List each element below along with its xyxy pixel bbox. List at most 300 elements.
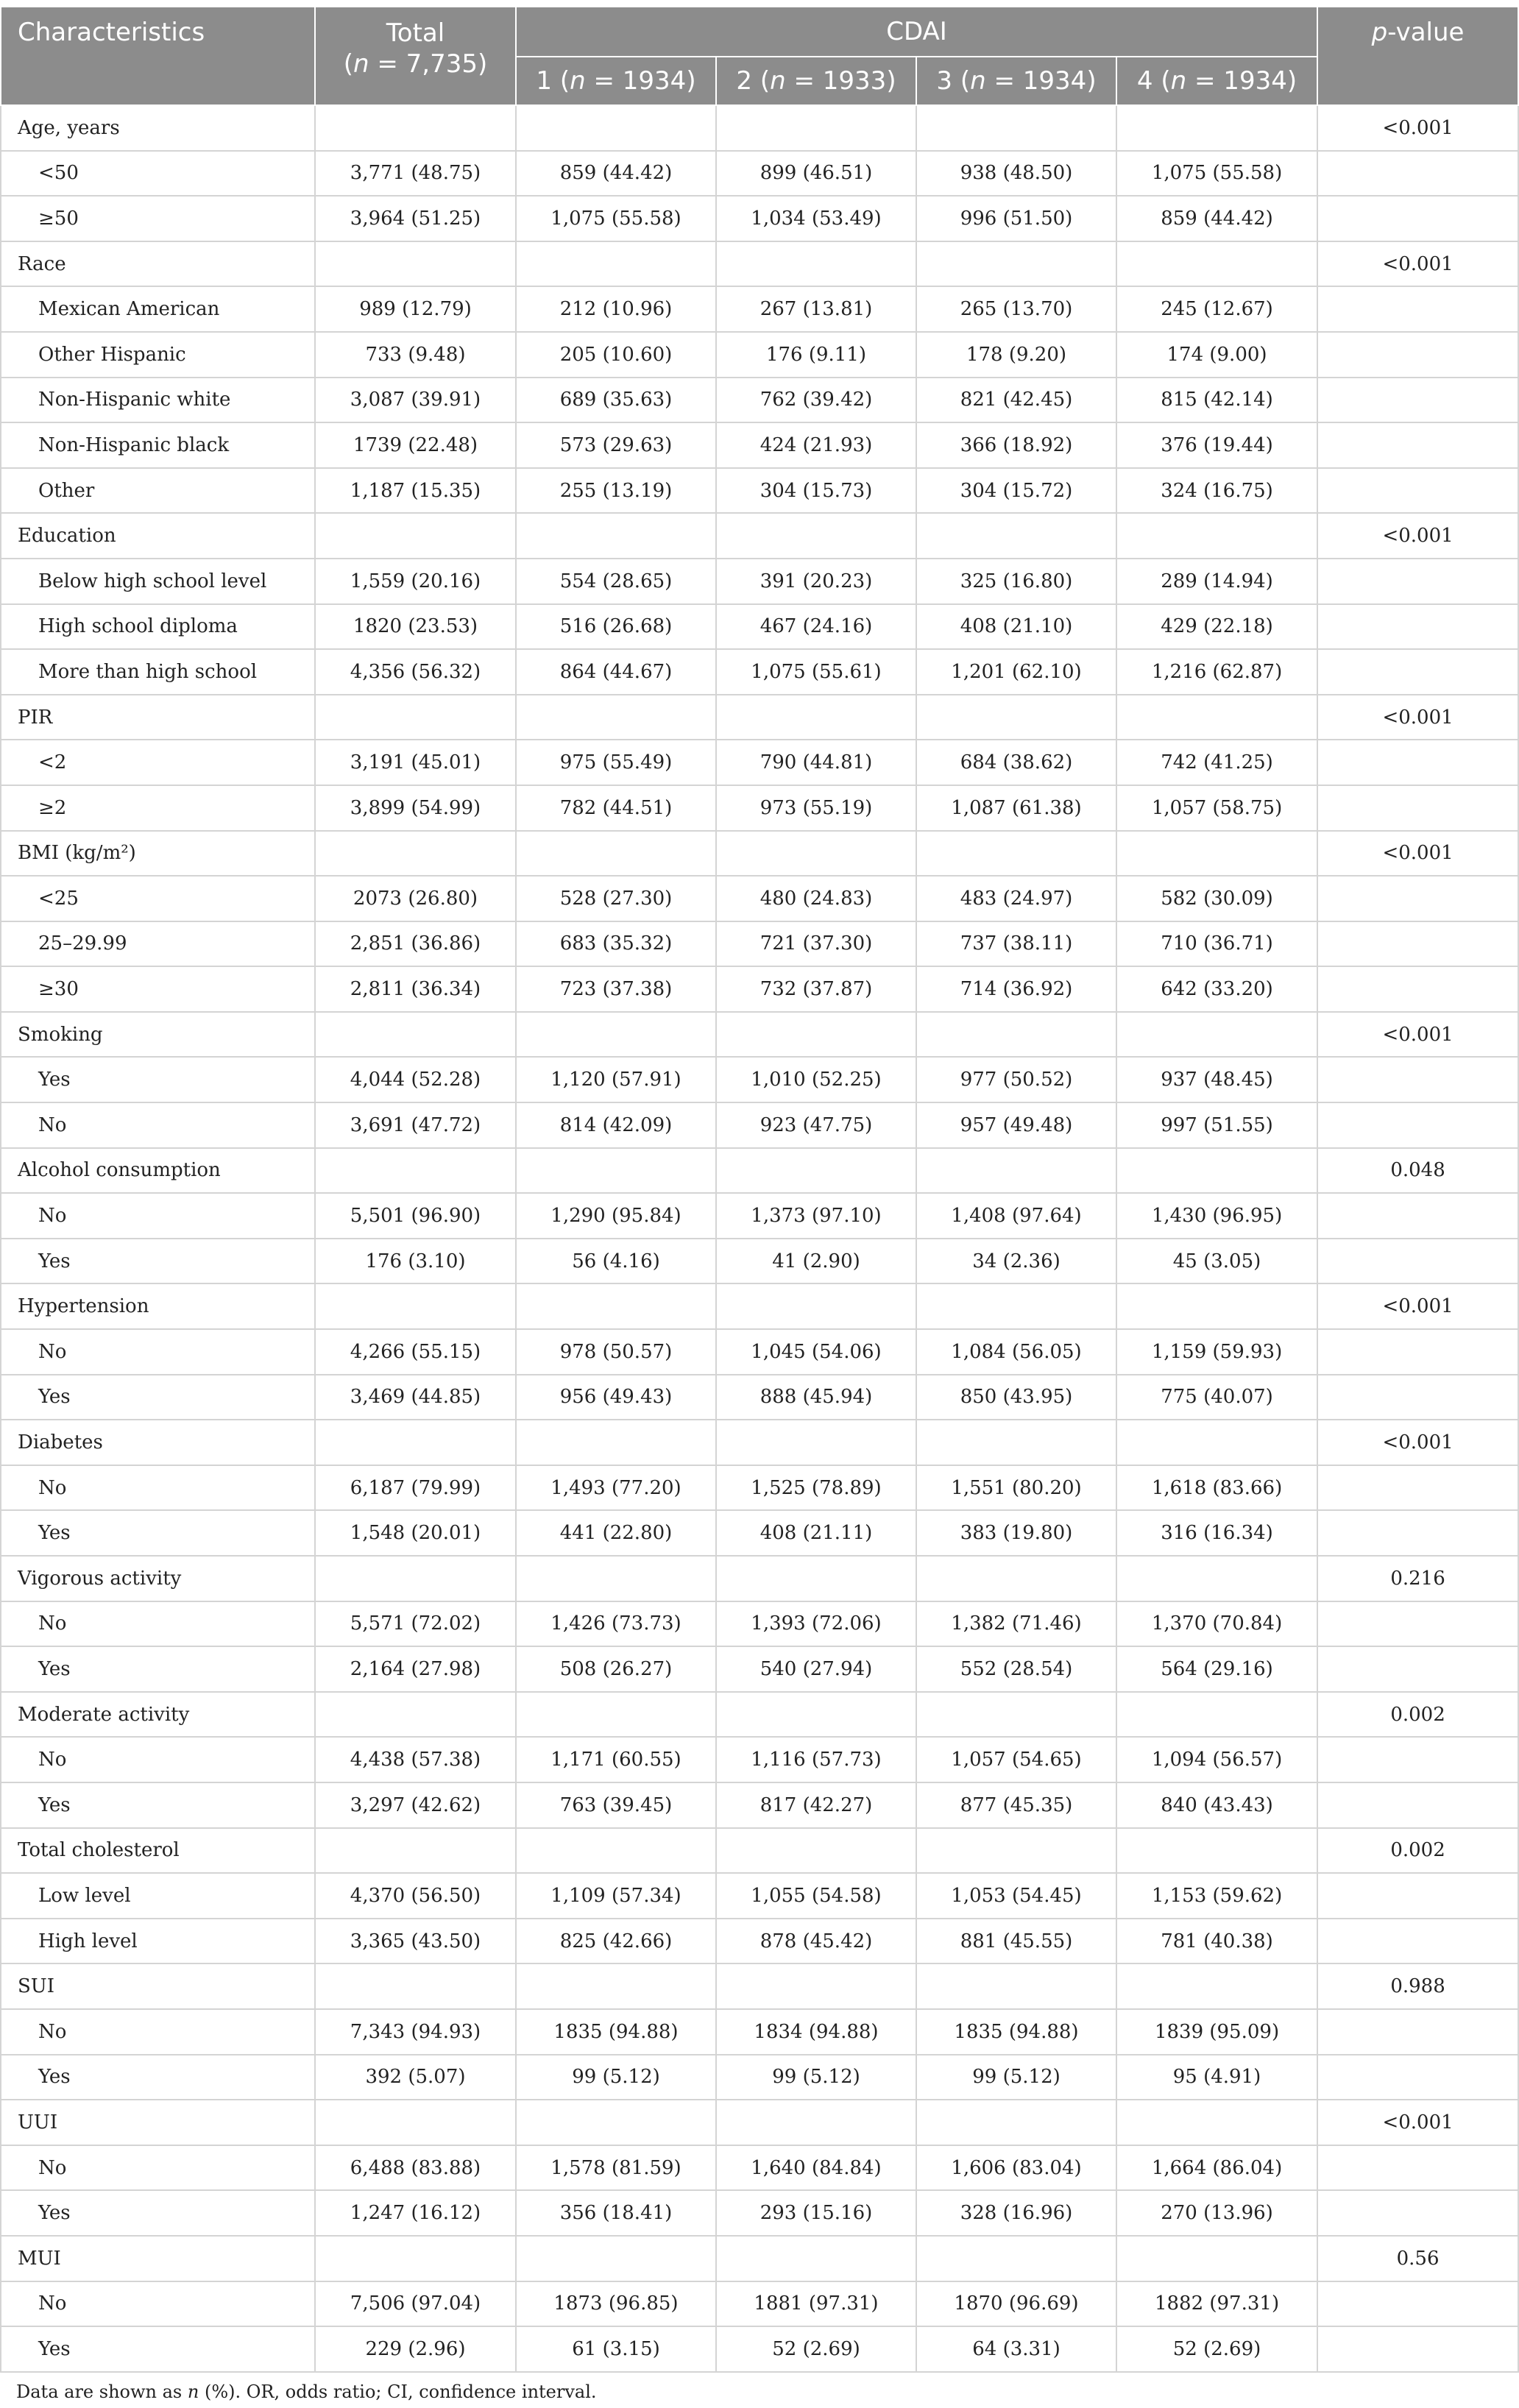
p-value-cell xyxy=(1317,1737,1518,1782)
quartile-2-cell: 790 (44.81) xyxy=(716,740,916,785)
quartile-3-cell xyxy=(916,1283,1116,1329)
table-footnote: Data are shown as n (%). OR, odds ratio; CI, confidence interval. xyxy=(16,2382,597,2402)
total-cell xyxy=(315,1556,516,1601)
total-cell: 3,771 (48.75) xyxy=(315,151,516,196)
quartile-1-cell: 205 (10.60) xyxy=(516,332,716,378)
quartile-3-cell: 1,057 (54.65) xyxy=(916,1737,1116,1782)
quartile-4-cell: 1,430 (96.95) xyxy=(1116,1193,1317,1239)
category-row xyxy=(1,1556,1518,1601)
category-row xyxy=(1,831,1518,877)
total-cell xyxy=(315,1012,516,1058)
category-label: Race xyxy=(1,241,315,287)
category-row xyxy=(1,513,1518,559)
quartile-4-cell: 1,216 (62.87) xyxy=(1116,649,1317,695)
p-value-cell xyxy=(1317,1193,1518,1239)
row-label: Yes xyxy=(1,1375,315,1420)
row-label: No xyxy=(1,1102,315,1148)
total-cell xyxy=(315,1963,516,2009)
total-cell: 1820 (23.53) xyxy=(315,604,516,650)
quartile-2-cell: 1,393 (72.06) xyxy=(716,1601,916,1647)
category-label: Hypertension xyxy=(1,1283,315,1329)
quartile-1-cell: 528 (27.30) xyxy=(516,876,716,921)
quartile-1-cell: 1,426 (73.73) xyxy=(516,1601,716,1647)
quartile-1-cell: 56 (4.16) xyxy=(516,1239,716,1284)
quartile-1-cell xyxy=(516,1148,716,1194)
table-row xyxy=(1,2009,1518,2055)
quartile-3-cell: 1,084 (56.05) xyxy=(916,1329,1116,1375)
quartile-2-cell: 973 (55.19) xyxy=(716,785,916,831)
table-row xyxy=(1,2145,1518,2191)
p-value-cell xyxy=(1317,151,1518,196)
quartile-3-cell: 265 (13.70) xyxy=(916,286,1116,332)
quartile-2-cell xyxy=(716,1556,916,1601)
total-cell: 176 (3.10) xyxy=(315,1239,516,1284)
quartile-2-cell: 480 (24.83) xyxy=(716,876,916,921)
quartile-2-cell: 1881 (97.31) xyxy=(716,2281,916,2327)
p-value-cell: 0.216 xyxy=(1317,1556,1518,1601)
row-label: No xyxy=(1,1737,315,1782)
quartile-1-cell xyxy=(516,1012,716,1058)
quartile-1-cell xyxy=(516,1420,716,1465)
quartile-3-cell: 304 (15.72) xyxy=(916,468,1116,514)
table-row xyxy=(1,1646,1518,1692)
row-label: High level xyxy=(1,1919,315,1964)
quartile-2-cell: 267 (13.81) xyxy=(716,286,916,332)
p-value-cell xyxy=(1317,2055,1518,2100)
category-row xyxy=(1,1963,1518,2009)
category-row xyxy=(1,1148,1518,1194)
quartile-2-cell: 1,045 (54.06) xyxy=(716,1329,916,1375)
quartile-2-cell xyxy=(716,1283,916,1329)
quartile-1-cell xyxy=(516,1963,716,2009)
quartile-4-cell xyxy=(1116,1148,1317,1194)
quartile-3-cell: 821 (42.45) xyxy=(916,378,1116,423)
quartile-3-cell: 325 (16.80) xyxy=(916,559,1116,604)
quartile-1-cell: 859 (44.42) xyxy=(516,151,716,196)
total-cell xyxy=(315,1828,516,1874)
quartile-1-cell: 61 (3.15) xyxy=(516,2326,716,2372)
total-cell: 4,266 (55.15) xyxy=(315,1329,516,1375)
quartile-3-cell: 1870 (96.69) xyxy=(916,2281,1116,2327)
quartile-3-cell: 64 (3.31) xyxy=(916,2326,1116,2372)
quartile-2-cell xyxy=(716,513,916,559)
quartile-1-cell: 978 (50.57) xyxy=(516,1329,716,1375)
total-cell: 2,851 (36.86) xyxy=(315,921,516,967)
table-row xyxy=(1,468,1518,514)
total-cell: 7,343 (94.93) xyxy=(315,2009,516,2055)
category-label: MUI xyxy=(1,2236,315,2281)
p-value-cell xyxy=(1317,2009,1518,2055)
quartile-2-cell: 467 (24.16) xyxy=(716,604,916,650)
quartile-4-cell: 997 (51.55) xyxy=(1116,1102,1317,1148)
p-value-cell xyxy=(1317,1057,1518,1102)
characteristics-header: Characteristics xyxy=(1,7,315,105)
quartile-2-cell xyxy=(716,1692,916,1738)
p-value-cell xyxy=(1317,2326,1518,2372)
total-cell xyxy=(315,695,516,740)
quartile-2-cell: 888 (45.94) xyxy=(716,1375,916,1420)
quartile-1-cell: 99 (5.12) xyxy=(516,2055,716,2100)
quartile-3-cell: 99 (5.12) xyxy=(916,2055,1116,2100)
category-label: Moderate activity xyxy=(1,1692,315,1738)
quartile-3-cell: 977 (50.52) xyxy=(916,1057,1116,1102)
quartile-1-cell: 554 (28.65) xyxy=(516,559,716,604)
quartile-3-cell: 714 (36.92) xyxy=(916,966,1116,1012)
quartile-4-cell xyxy=(1116,1012,1317,1058)
quartile-3-cell: 408 (21.10) xyxy=(916,604,1116,650)
p-value-cell: 0.002 xyxy=(1317,1692,1518,1738)
quartile-4-cell xyxy=(1116,2236,1317,2281)
total-cell: 7,506 (97.04) xyxy=(315,2281,516,2327)
p-value-cell: <0.001 xyxy=(1317,2100,1518,2145)
quartile-1-cell: 356 (18.41) xyxy=(516,2190,716,2236)
row-label: ≥30 xyxy=(1,966,315,1012)
table-row xyxy=(1,1102,1518,1148)
quartile-1-cell xyxy=(516,2236,716,2281)
p-value-cell xyxy=(1317,196,1518,241)
quartile-2-cell: 817 (42.27) xyxy=(716,1782,916,1828)
total-cell xyxy=(315,1283,516,1329)
quartile-4-cell: 1,057 (58.75) xyxy=(1116,785,1317,831)
quartile-4-cell xyxy=(1116,2100,1317,2145)
quartile-1-cell xyxy=(516,2100,716,2145)
quartile-1-header: 1 (n = 1934) xyxy=(516,57,716,105)
table-row xyxy=(1,1873,1518,1919)
quartile-3-cell: 1,201 (62.10) xyxy=(916,649,1116,695)
total-cell: 229 (2.96) xyxy=(315,2326,516,2372)
quartile-4-cell: 1,370 (70.84) xyxy=(1116,1601,1317,1647)
table-row xyxy=(1,332,1518,378)
quartile-4-cell: 582 (30.09) xyxy=(1116,876,1317,921)
quartile-2-cell xyxy=(716,1012,916,1058)
quartile-3-cell: 938 (48.50) xyxy=(916,151,1116,196)
p-value-cell xyxy=(1317,921,1518,967)
quartile-2-cell: 1,010 (52.25) xyxy=(716,1057,916,1102)
table-row xyxy=(1,2055,1518,2100)
quartile-1-cell xyxy=(516,1692,716,1738)
row-label: No xyxy=(1,1465,315,1511)
quartile-1-cell xyxy=(516,1556,716,1601)
p-value-cell: <0.001 xyxy=(1317,105,1518,151)
category-label: Education xyxy=(1,513,315,559)
quartile-4-cell: 775 (40.07) xyxy=(1116,1375,1317,1420)
category-label: Total cholesterol xyxy=(1,1828,315,1874)
row-label: Yes xyxy=(1,2055,315,2100)
table-row xyxy=(1,1919,1518,1964)
category-row xyxy=(1,2236,1518,2281)
total-cell xyxy=(315,1420,516,1465)
quartile-2-cell: 1,525 (78.89) xyxy=(716,1465,916,1511)
p-value-cell: 0.002 xyxy=(1317,1828,1518,1874)
quartile-1-cell: 573 (29.63) xyxy=(516,422,716,468)
category-label: Age, years xyxy=(1,105,315,151)
p-value-cell xyxy=(1317,1510,1518,1556)
quartile-2-cell xyxy=(716,2236,916,2281)
p-value-cell xyxy=(1317,649,1518,695)
table-row xyxy=(1,1329,1518,1375)
p-value-cell xyxy=(1317,740,1518,785)
quartile-2-cell xyxy=(716,1963,916,2009)
row-label: Non-Hispanic black xyxy=(1,422,315,468)
total-cell xyxy=(315,513,516,559)
quartile-1-cell: 255 (13.19) xyxy=(516,468,716,514)
category-label: UUI xyxy=(1,2100,315,2145)
table-row xyxy=(1,422,1518,468)
category-row xyxy=(1,1420,1518,1465)
table-row xyxy=(1,785,1518,831)
quartile-1-cell: 864 (44.67) xyxy=(516,649,716,695)
quartile-3-cell xyxy=(916,695,1116,740)
p-value-cell: <0.001 xyxy=(1317,241,1518,287)
quartile-2-cell xyxy=(716,1148,916,1194)
total-cell: 1739 (22.48) xyxy=(315,422,516,468)
quartile-2-cell: 1,373 (97.10) xyxy=(716,1193,916,1239)
table-row xyxy=(1,1057,1518,1102)
p-value-cell xyxy=(1317,378,1518,423)
quartile-2-cell: 424 (21.93) xyxy=(716,422,916,468)
quartile-4-cell xyxy=(1116,513,1317,559)
total-cell: 5,501 (96.90) xyxy=(315,1193,516,1239)
row-label: No xyxy=(1,2145,315,2191)
total-cell: 1,548 (20.01) xyxy=(315,1510,516,1556)
quartile-2-cell: 923 (47.75) xyxy=(716,1102,916,1148)
quartile-4-cell: 1,094 (56.57) xyxy=(1116,1737,1317,1782)
quartile-1-cell: 689 (35.63) xyxy=(516,378,716,423)
p-value-cell xyxy=(1317,785,1518,831)
row-label: ≥50 xyxy=(1,196,315,241)
total-cell xyxy=(315,831,516,877)
quartile-2-cell: 99 (5.12) xyxy=(716,2055,916,2100)
row-label: No xyxy=(1,1193,315,1239)
quartile-3-cell xyxy=(916,105,1116,151)
row-label: Yes xyxy=(1,1510,315,1556)
total-cell: 4,438 (57.38) xyxy=(315,1737,516,1782)
quartile-4-cell: 1882 (97.31) xyxy=(1116,2281,1317,2327)
p-value-cell: <0.001 xyxy=(1317,1012,1518,1058)
quartile-4-header: 4 (n = 1934) xyxy=(1116,57,1317,105)
row-label: Below high school level xyxy=(1,559,315,604)
quartile-2-cell: 1,034 (53.49) xyxy=(716,196,916,241)
row-label: Other Hispanic xyxy=(1,332,315,378)
quartile-1-cell: 825 (42.66) xyxy=(516,1919,716,1964)
table-row xyxy=(1,378,1518,423)
quartile-3-cell: 737 (38.11) xyxy=(916,921,1116,967)
p-value-cell xyxy=(1317,876,1518,921)
quartile-1-cell: 956 (49.43) xyxy=(516,1375,716,1420)
quartile-4-cell: 174 (9.00) xyxy=(1116,332,1317,378)
category-row xyxy=(1,241,1518,287)
row-label: <50 xyxy=(1,151,315,196)
table-row xyxy=(1,1601,1518,1647)
quartile-2-cell: 408 (21.11) xyxy=(716,1510,916,1556)
quartile-1-cell: 683 (35.32) xyxy=(516,921,716,967)
table-row xyxy=(1,559,1518,604)
quartile-4-cell xyxy=(1116,1556,1317,1601)
quartile-3-cell: 1,382 (71.46) xyxy=(916,1601,1116,1647)
total-cell: 392 (5.07) xyxy=(315,2055,516,2100)
quartile-3-cell: 1,551 (80.20) xyxy=(916,1465,1116,1511)
p-value-cell xyxy=(1317,966,1518,1012)
total-cell: 733 (9.48) xyxy=(315,332,516,378)
quartile-2-cell: 1,640 (84.84) xyxy=(716,2145,916,2191)
table-row xyxy=(1,2190,1518,2236)
p-value-cell xyxy=(1317,604,1518,650)
quartile-1-cell xyxy=(516,241,716,287)
p-value-cell xyxy=(1317,286,1518,332)
total-cell: 1,559 (20.16) xyxy=(315,559,516,604)
quartile-4-cell: 52 (2.69) xyxy=(1116,2326,1317,2372)
total-cell: 989 (12.79) xyxy=(315,286,516,332)
quartile-1-cell: 441 (22.80) xyxy=(516,1510,716,1556)
quartile-4-cell: 1839 (95.09) xyxy=(1116,2009,1317,2055)
quartile-4-cell: 1,153 (59.62) xyxy=(1116,1873,1317,1919)
category-label: PIR xyxy=(1,695,315,740)
p-value-cell: <0.001 xyxy=(1317,831,1518,877)
row-label: Yes xyxy=(1,1782,315,1828)
quartile-4-cell: 429 (22.18) xyxy=(1116,604,1317,650)
quartile-1-cell: 212 (10.96) xyxy=(516,286,716,332)
total-cell: 6,488 (83.88) xyxy=(315,2145,516,2191)
quartile-4-cell: 95 (4.91) xyxy=(1116,2055,1317,2100)
p-value-cell xyxy=(1317,1239,1518,1284)
quartile-3-cell: 996 (51.50) xyxy=(916,196,1116,241)
row-label: 25–29.99 xyxy=(1,921,315,967)
quartile-4-cell xyxy=(1116,1692,1317,1738)
table-row xyxy=(1,2281,1518,2327)
total-cell: 3,691 (47.72) xyxy=(315,1102,516,1148)
total-cell: 6,187 (79.99) xyxy=(315,1465,516,1511)
row-label: Other xyxy=(1,468,315,514)
quartile-3-cell: 552 (28.54) xyxy=(916,1646,1116,1692)
quartile-2-cell xyxy=(716,1420,916,1465)
quartile-1-cell: 508 (26.27) xyxy=(516,1646,716,1692)
quartile-3-cell xyxy=(916,1828,1116,1874)
total-cell: 4,044 (52.28) xyxy=(315,1057,516,1102)
row-label: No xyxy=(1,2281,315,2327)
quartile-2-cell: 304 (15.73) xyxy=(716,468,916,514)
total-header-label: Total xyxy=(386,18,445,48)
quartile-4-cell: 1,159 (59.93) xyxy=(1116,1329,1317,1375)
row-label: More than high school xyxy=(1,649,315,695)
row-label: No xyxy=(1,1601,315,1647)
p-value-cell xyxy=(1317,332,1518,378)
p-value-cell xyxy=(1317,2281,1518,2327)
quartile-4-cell xyxy=(1116,695,1317,740)
quartile-1-cell: 1,290 (95.84) xyxy=(516,1193,716,1239)
p-value-cell xyxy=(1317,1873,1518,1919)
quartile-1-cell: 1,578 (81.59) xyxy=(516,2145,716,2191)
quartile-3-cell: 850 (43.95) xyxy=(916,1375,1116,1420)
total-cell xyxy=(315,2100,516,2145)
quartile-1-cell xyxy=(516,1283,716,1329)
quartile-3-cell xyxy=(916,1148,1116,1194)
total-cell: 3,899 (54.99) xyxy=(315,785,516,831)
row-label: <25 xyxy=(1,876,315,921)
quartile-3-cell xyxy=(916,1692,1116,1738)
quartile-2-cell: 732 (37.87) xyxy=(716,966,916,1012)
table-row xyxy=(1,649,1518,695)
quartile-4-cell xyxy=(1116,241,1317,287)
quartile-4-cell: 270 (13.96) xyxy=(1116,2190,1317,2236)
quartile-1-cell xyxy=(516,1828,716,1874)
quartile-3-header: 3 (n = 1934) xyxy=(916,57,1116,105)
quartile-3-cell xyxy=(916,1420,1116,1465)
quartile-4-cell: 859 (44.42) xyxy=(1116,196,1317,241)
quartile-3-cell: 877 (45.35) xyxy=(916,1782,1116,1828)
quartile-2-cell xyxy=(716,695,916,740)
quartile-3-cell: 1,606 (83.04) xyxy=(916,2145,1116,2191)
p-value-header: p-value xyxy=(1317,7,1518,105)
total-cell: 4,356 (56.32) xyxy=(315,649,516,695)
quartile-2-cell: 1,116 (57.73) xyxy=(716,1737,916,1782)
quartile-3-cell: 684 (38.62) xyxy=(916,740,1116,785)
p-value-cell xyxy=(1317,1375,1518,1420)
quartile-2-cell: 721 (37.30) xyxy=(716,921,916,967)
total-cell xyxy=(315,1692,516,1738)
category-row xyxy=(1,1283,1518,1329)
quartile-3-cell xyxy=(916,1556,1116,1601)
total-cell: 3,964 (51.25) xyxy=(315,196,516,241)
p-value-cell xyxy=(1317,468,1518,514)
quartile-4-cell: 840 (43.43) xyxy=(1116,1782,1317,1828)
row-label: High school diploma xyxy=(1,604,315,650)
total-cell xyxy=(315,105,516,151)
category-row xyxy=(1,695,1518,740)
row-label: Low level xyxy=(1,1873,315,1919)
quartile-4-cell xyxy=(1116,1828,1317,1874)
table-row xyxy=(1,921,1518,967)
p-value-cell xyxy=(1317,559,1518,604)
quartile-2-cell: 762 (39.42) xyxy=(716,378,916,423)
quartile-4-cell: 324 (16.75) xyxy=(1116,468,1317,514)
total-cell xyxy=(315,1148,516,1194)
quartile-4-cell xyxy=(1116,1420,1317,1465)
table-row xyxy=(1,1375,1518,1420)
quartile-4-cell: 45 (3.05) xyxy=(1116,1239,1317,1284)
quartile-4-cell: 289 (14.94) xyxy=(1116,559,1317,604)
table-header xyxy=(1,7,1518,105)
quartile-2-cell: 41 (2.90) xyxy=(716,1239,916,1284)
quartile-3-cell xyxy=(916,241,1116,287)
quartile-2-cell: 1,055 (54.58) xyxy=(716,1873,916,1919)
quartile-4-cell: 742 (41.25) xyxy=(1116,740,1317,785)
category-label: SUI xyxy=(1,1963,315,2009)
table-row xyxy=(1,876,1518,921)
p-value-cell xyxy=(1317,1329,1518,1375)
quartile-2-cell xyxy=(716,2100,916,2145)
quartile-3-cell: 383 (19.80) xyxy=(916,1510,1116,1556)
total-cell: 2,811 (36.34) xyxy=(315,966,516,1012)
quartile-3-cell: 957 (49.48) xyxy=(916,1102,1116,1148)
quartile-3-cell xyxy=(916,831,1116,877)
total-cell: 1,187 (15.35) xyxy=(315,468,516,514)
quartile-4-cell: 376 (19.44) xyxy=(1116,422,1317,468)
category-label: Vigorous activity xyxy=(1,1556,315,1601)
total-cell: 2073 (26.80) xyxy=(315,876,516,921)
row-label: No xyxy=(1,2009,315,2055)
row-label: Yes xyxy=(1,1239,315,1284)
quartile-3-cell: 366 (18.92) xyxy=(916,422,1116,468)
quartile-4-cell: 564 (29.16) xyxy=(1116,1646,1317,1692)
quartile-3-cell: 178 (9.20) xyxy=(916,332,1116,378)
quartile-4-cell xyxy=(1116,1963,1317,2009)
table-row xyxy=(1,1465,1518,1511)
quartile-4-cell: 316 (16.34) xyxy=(1116,1510,1317,1556)
p-value-cell xyxy=(1317,1465,1518,1511)
p-value-cell xyxy=(1317,422,1518,468)
quartile-3-cell: 328 (16.96) xyxy=(916,2190,1116,2236)
table-body xyxy=(1,105,1518,2372)
